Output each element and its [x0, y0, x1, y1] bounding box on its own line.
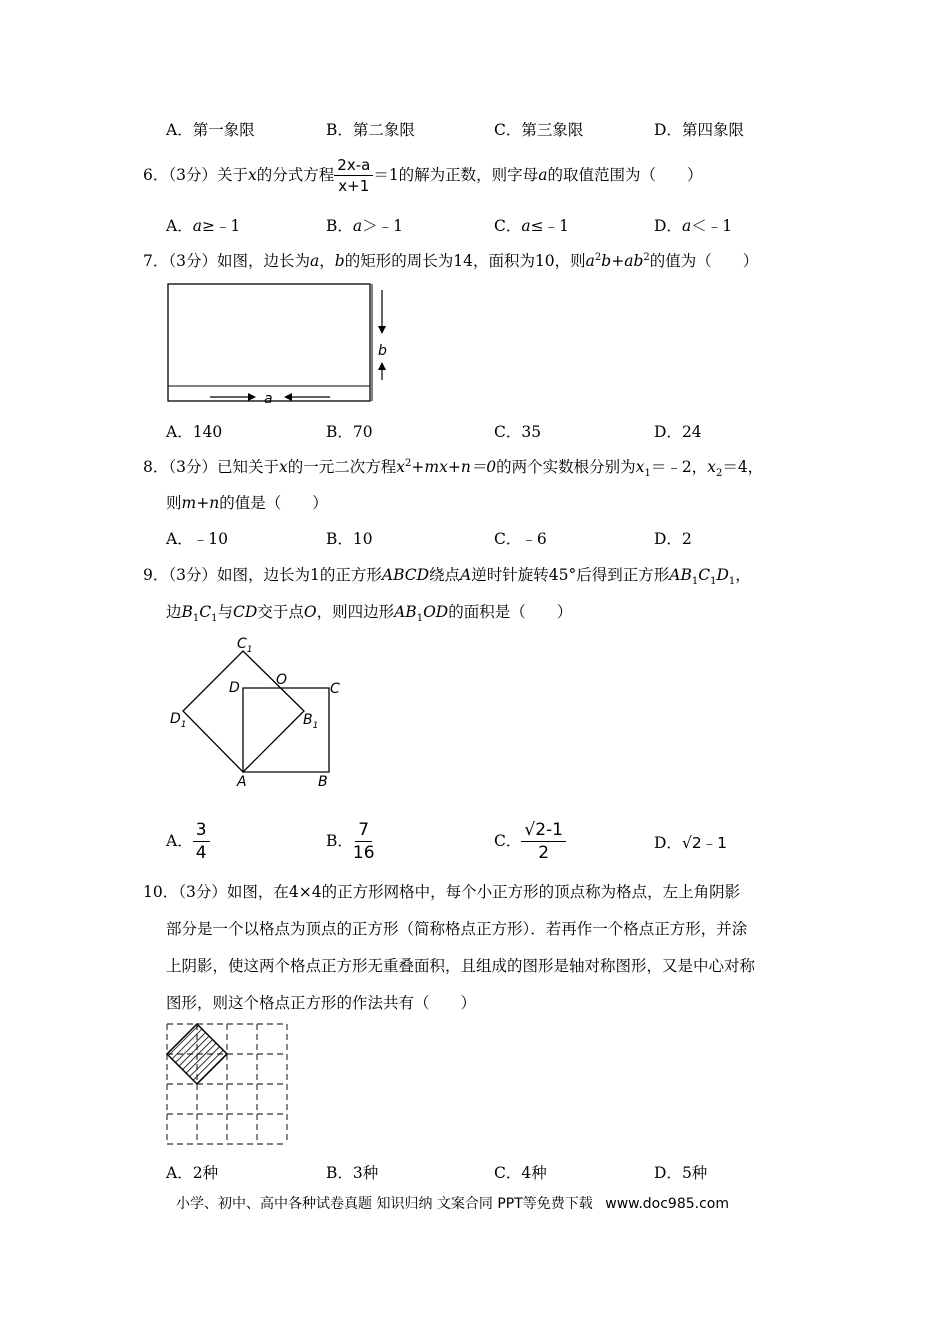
- q7-label-a: a: [264, 391, 273, 407]
- q7-expression: $a^2b+ab^2$: [585, 251, 650, 270]
- q10-option-b: B．3种: [326, 1164, 379, 1182]
- footer-text: 小学、初中、高中各种试卷真题 知识归纳 文案合同 PPT等免费下载: [176, 1196, 593, 1212]
- q5-option-d: D．第四象限: [654, 121, 744, 139]
- q9-label-b: B: [318, 774, 328, 790]
- footer-link[interactable]: www.doc985.com: [605, 1196, 729, 1212]
- q6-option-a: A．a≥﹣1: [166, 217, 241, 235]
- q9-label-b1: $B_1$: [303, 712, 319, 731]
- q7-option-b: B．70: [326, 423, 373, 441]
- q10-option-c: C．4种: [494, 1164, 547, 1182]
- q10-option-d: D．5种: [654, 1164, 708, 1182]
- q9-option-a: A． $\frac{3}{4}$: [166, 821, 210, 862]
- q10-shaded-square: [167, 1024, 227, 1084]
- q9-label-c: C: [330, 681, 340, 697]
- q10-stem-line2: 部分是一个以格点为顶点的正方形（简称格点正方形）．若再作一个格点正方形，并涂: [166, 920, 748, 938]
- q9-label-o: O: [276, 672, 288, 688]
- q8-option-a: A．﹣10: [166, 530, 228, 548]
- q5-option-b: B．第二象限: [326, 121, 415, 139]
- q6-stem: 6．（3分）关于x的分式方程 $\frac{2x-a}{x+1}$ ＝1的解为正数，则字母a的取值范围为（ ）: [143, 156, 703, 195]
- q8-option-d: D．2: [654, 530, 692, 548]
- q6-option-c: C．a≤﹣1: [494, 217, 569, 235]
- q7-label-b: b: [378, 343, 387, 359]
- page-footer: [176, 1193, 729, 1213]
- q6-option-d: D．a＜﹣1: [654, 217, 733, 235]
- q9-label-a: A: [237, 774, 247, 790]
- q6-option-b: B．a＞﹣1: [326, 217, 404, 235]
- q9-stem-line1: 9．（3分）如图，边长为1的正方形ABCD绕点A逆时针旋转45°后得到正方形$AB_1C_1D_1$，: [143, 566, 751, 588]
- q5-option-c: C．第三象限: [494, 121, 584, 139]
- q10-option-a: A．2种: [166, 1164, 219, 1182]
- q9-label-c1: $C_1$: [237, 636, 253, 655]
- q8-option-b: B．10: [326, 530, 373, 548]
- q10-stem-line3: 上阴影，使这两个格点正方形无重叠面积，且组成的图形是轴对称图形，又是中心对称: [166, 957, 756, 975]
- q10-stem-line4: 图形，则这个格点正方形的作法共有（ ）: [166, 994, 477, 1012]
- q9-label-d: D: [229, 680, 240, 696]
- q8-stem-line1: 8．（3分）已知关于x的一元二次方程$x^2+mx+n=0$的两个实数根分别为$x_1=﹣2$，$x_2=4$，: [143, 457, 764, 480]
- q9-option-d: D．√2﹣1: [654, 834, 728, 852]
- q8-option-c: C．﹣6: [494, 530, 547, 548]
- q8-stem-line2: 则m+n的值是（ ）: [166, 494, 328, 512]
- q9-option-c: C． $\frac{√2-1}{2}$: [494, 821, 566, 862]
- q9-label-d1: $D_1$: [170, 711, 187, 730]
- q9-stem-line2: 边$B_1C_1$与CD交于点O，则四边形$AB_1OD$的面积是（ ）: [166, 603, 573, 625]
- q7-option-c: C．35: [494, 423, 542, 441]
- q7-option-a: A．140: [166, 423, 223, 441]
- q6-fraction: $\frac{2x-a}{x+1}$: [334, 158, 373, 194]
- q10-stem-line1: 10．（3分）如图，在4×4的正方形网格中，每个小正方形的顶点称为格点，左上角阴影: [143, 883, 741, 901]
- q7-stem: 7．（3分）如图，边长为a，b的矩形的周长为14，面积为10，则$a^2b+ab^2$的值为（ ）: [143, 251, 759, 270]
- q9-option-b: B． $\frac{7}{16}$: [326, 820, 375, 863]
- q5-option-a: A．第一象限: [166, 121, 255, 139]
- q7-option-d: D．24: [654, 423, 702, 441]
